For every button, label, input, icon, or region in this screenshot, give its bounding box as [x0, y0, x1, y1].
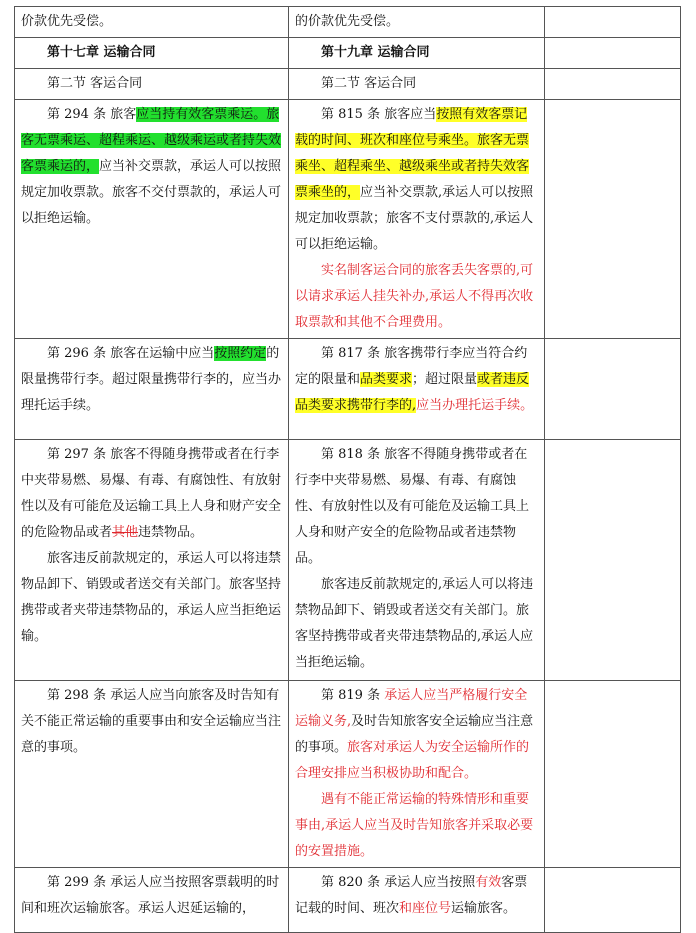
article-819-text: 第 819 条 承运人应当严格履行安全运输义务,及时告知旅客安全运输应当注意的事项。旅客对承运人为安全运输所作的合理安排应当积极协助和配合。: [295, 688, 534, 781]
note-cell: [545, 440, 681, 681]
red-added-text: 有效: [475, 875, 502, 890]
section-title-new: 第二节 客运合同: [289, 69, 545, 100]
article-298-cell: [15, 681, 289, 868]
article-819-cell: [289, 681, 545, 868]
table-row: [15, 868, 681, 933]
article-294-text: 第 294 条 旅客应当持有效客票乘运。旅客无票乘运、超程乘运、越级乘运或者持失效客票乘运的，应当补交票款，承运人可以按照规定加收票款。旅客不交付票款的，承运人可以拒绝运输。: [21, 107, 282, 226]
chapter-title-old: 第十七章 运输合同: [15, 38, 289, 69]
note-cell: [545, 7, 681, 38]
table-row: [15, 7, 681, 38]
article-817-text: 第 817 条 旅客携带行李应当符合约定的限量和品类要求；超过限量或者违反品类要求携带行李的,应当办理托运手续。: [295, 346, 534, 413]
chapter-title-new: 第十九章 运输合同: [289, 38, 545, 69]
article-820-cell: [289, 868, 545, 933]
yellow-highlight: 或者违反品类要求携带行李的,: [295, 372, 530, 413]
red-added-text: 旅客对承运人为安全运输所作的合理安排应当积极协助和配合。: [295, 740, 530, 781]
article-294-cell: [15, 100, 289, 339]
note-cell: [545, 681, 681, 868]
table-row: [15, 69, 681, 100]
article-815-text: 第 815 条 旅客应当按照有效客票记载的时间、班次和座位号乘坐。旅客无票乘坐、超程乘坐、越级乘坐或者持失效客票乘坐的，应当补交票款,承运人可以按照规定加收票款；旅客不支付票款的,承运人可以拒绝运输。: [295, 107, 534, 252]
section-title-old: 第二节 客运合同: [15, 69, 289, 100]
table-row: [15, 339, 681, 440]
green-highlight: 应当持有效客票乘运。旅客无票乘运、超程乘运、越级乘运或者持失效客票乘运的，: [21, 107, 282, 174]
article-297-para2: 旅客违反前款规定的，承运人可以将违禁物品卸下、销毁或者送交有关部门。旅客坚持携带或者夹带违禁物品的，承运人应当拒绝运输。: [21, 551, 282, 644]
red-added-text: 和座位号: [399, 901, 452, 916]
note-cell: [545, 100, 681, 339]
yellow-highlight: 按照有效客票记载的时间、班次和座位号乘坐。旅客无票乘坐、超程乘坐、越级乘坐或者持失效客票乘坐的，: [295, 107, 530, 200]
article-818-cell: [289, 440, 545, 681]
article-297-text: 第 297 条 旅客不得随身携带或者在行李中夹带易燃、易爆、有毒、有腐蚀性、有放射性以及有可能危及运输工具上人身和财产安全的危险物品或者其他违禁物品。: [21, 447, 282, 540]
table-row: [15, 38, 681, 69]
table-row: [15, 440, 681, 681]
red-added-text: 遇有不能正常运输的特殊情形和重要事由,承运人应当及时告知旅客并采取必要的安置措施。: [295, 792, 534, 859]
article-817-cell: [289, 339, 545, 440]
article-299-text: 第 299 条 承运人应当按照客票载明的时间和班次运输旅客。承运人迟延运输的，: [21, 875, 280, 916]
article-815-cell: [289, 100, 545, 339]
new-cell: 的价款优先受偿。: [289, 7, 545, 38]
red-added-text: 应当办理托运手续。: [416, 398, 534, 413]
article-296-text: 第 296 条 旅客在运输中应当按照约定的限量携带行李。超过限量携带行李的，应当办理托运手续。: [21, 346, 282, 413]
green-highlight: 按照约定: [214, 346, 267, 361]
red-added-text: 承运人应当严格履行安全运输义务,: [295, 688, 528, 729]
article-818-text: 第 818 条 旅客不得随身携带或者在行李中夹带易燃、易爆、有毒、有腐蚀性、有放射性以及有可能危及运输工具上人身和财产安全的危险物品或者违禁物品。: [295, 447, 530, 566]
table-row: [15, 100, 681, 339]
yellow-highlight: 品类要求: [360, 372, 413, 387]
article-299-cell: [15, 868, 289, 933]
article-296-cell: [15, 339, 289, 440]
red-added-text: 实名制客运合同的旅客丢失客票的,可以请求承运人挂失补办,承运人不得再次收取票款和其他不合理费用。: [295, 263, 534, 330]
note-cell: [545, 868, 681, 933]
old-cell: 价款优先受偿。: [15, 7, 289, 38]
article-820-text: 第 820 条 承运人应当按照有效客票记载的时间、班次和座位号运输旅客。: [295, 875, 528, 916]
note-cell: [545, 38, 681, 69]
article-297-cell: [15, 440, 289, 681]
struck-text: 其他: [112, 525, 139, 540]
comparison-table: [14, 6, 681, 933]
note-cell: [545, 69, 681, 100]
table-row: [15, 681, 681, 868]
note-cell: [545, 339, 681, 440]
article-818-para2: 旅客违反前款规定的,承运人可以将违禁物品卸下、销毁或者送交有关部门。旅客坚持携带或者夹带违禁物品的,承运人应当拒绝运输。: [295, 577, 534, 670]
article-298-text: 第 298 条 承运人应当向旅客及时告知有关不能正常运输的重要事由和安全运输应当注意的事项。: [21, 688, 282, 755]
